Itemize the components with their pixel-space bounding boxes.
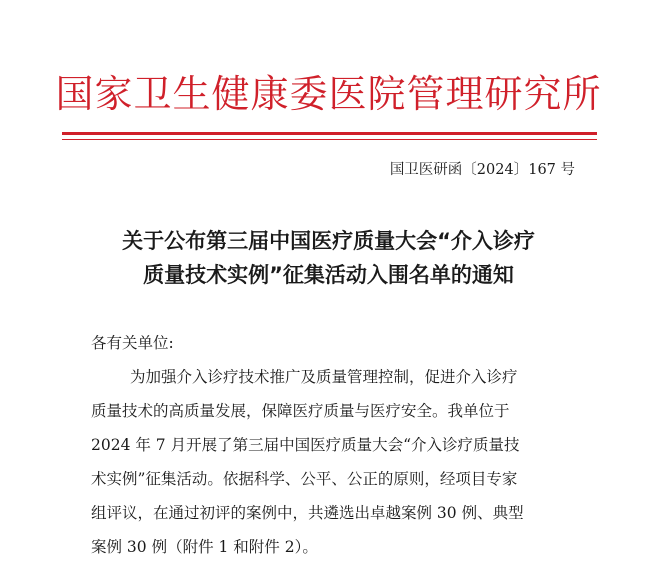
paragraph-line-1: 为加强介入诊疗技术推广及质量管理控制，促进介入诊疗 <box>130 368 518 386</box>
organization-title: 国家卫生健康委医院管理研究所 <box>55 72 602 116</box>
salutation: 各有关单位: <box>91 334 174 352</box>
notice-title-line-2: 质量技术实例”征集活动入围名单的通知 <box>143 263 514 287</box>
header-rule-thick <box>62 132 597 135</box>
paragraph-line-5: 组评议，在通过初评的案例中，共遴选出卓越案例 30 例、典型 <box>91 504 524 522</box>
paragraph-line-3: 2024 年 7 月开展了第三届中国医疗质量大会“介入诊疗质量技 <box>91 436 520 454</box>
paragraph-line-2: 质量技术的高质量发展，保障医疗质量与医疗安全。我单位于 <box>91 402 510 420</box>
document-number: 国卫医研函〔2024〕167 号 <box>389 162 575 178</box>
header-rule-thin <box>62 139 597 140</box>
paragraph-line-6: 案例 30 例（附件 1 和附件 2）。 <box>91 538 318 556</box>
paragraph-line-4: 术实例”征集活动。依据科学、公平、公正的原则，经项目专家 <box>91 470 518 488</box>
notice-title-line-1: 关于公布第三届中国医疗质量大会“介入诊疗 <box>122 229 535 253</box>
